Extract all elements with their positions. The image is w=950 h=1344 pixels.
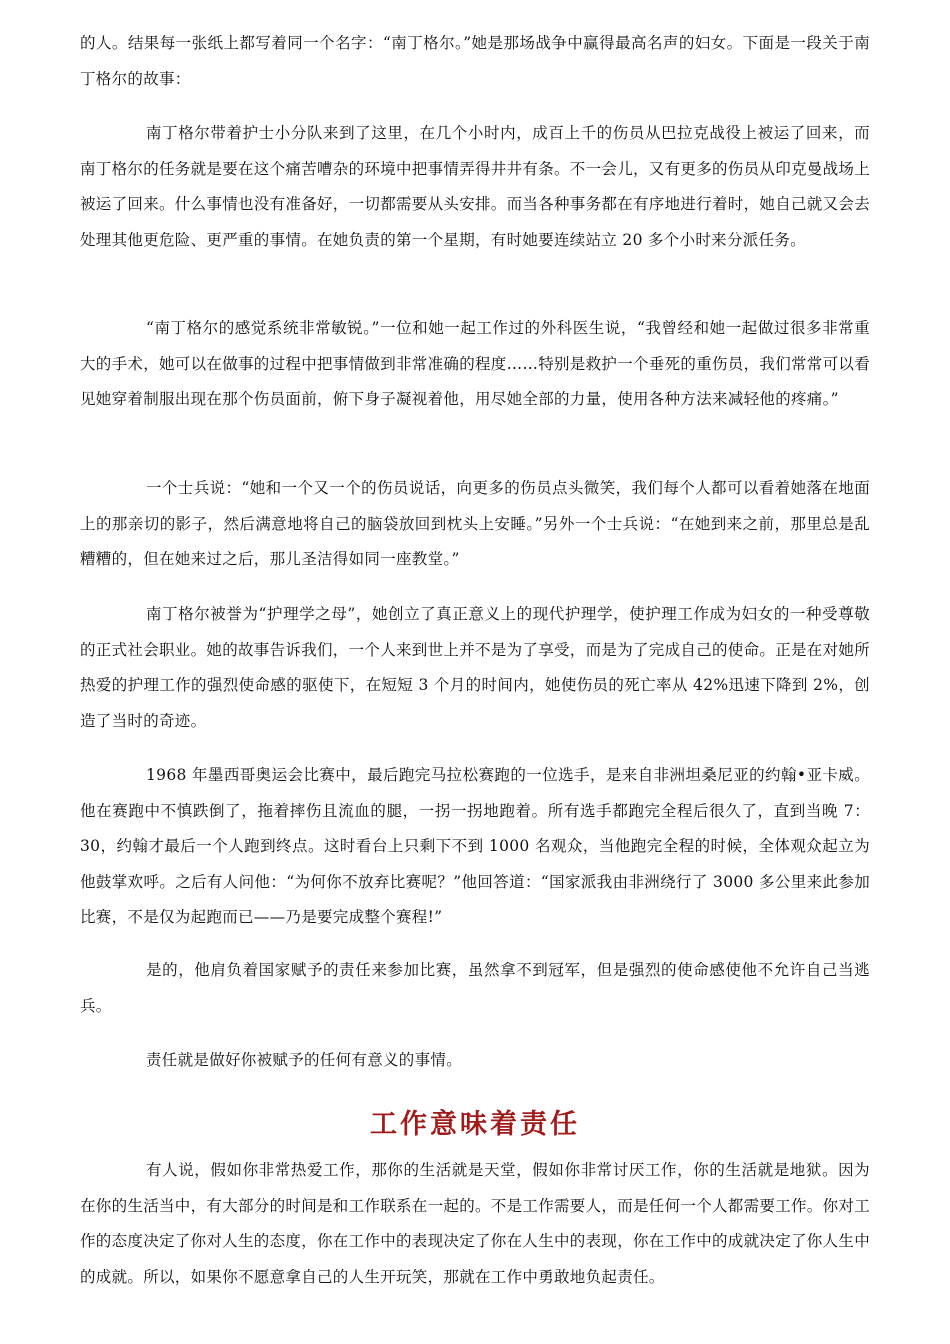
paragraph-marathon-story: 1968 年墨西哥奥运会比赛中，最后跑完马拉松赛跑的一位选手，是来自非洲坦桑尼亚的约翰•亚卡威。他在赛跑中不慎跌倒了，拖着摔伤且流血的腿，一拐一拐地跑着。所有选手都跑完全程后很久了，直到当晚 7：30，约翰才最后一个人跑到终点。这时看台上只剩下不到 1000 名观众，当他跑完全程的时候，全体观众起立为他鼓掌欢呼。之后有人问他：“为何你不放弃比赛呢？”他回答道：“国家派我由非洲绕行了 3000 多公里来此参加比赛，不是仅为起跑而已——乃是要完成整个赛程!” [80,766,870,926]
paragraph-mother-of-nursing: 南丁格尔被誉为“护理学之母”，她创立了真正意义上的现代护理学，使护理工作成为妇女的一种受尊敬的正式社会职业。她的故事告诉我们，一个人来到世上并不是为了享受，而是为了完成自己的使命。正是在对她所热爱的护理工作的强烈使命感的驱使下，在短短 3 个月的时间内，她使伤员的死亡率从 42%迅速下降到 2%，创造了当时的奇迹。 [80,605,871,730]
section-heading: 工作意味着责任 [370,1109,580,1140]
paragraph-surgeon-quote: “南丁格尔的感觉系统非常敏锐。”一位和她一起工作过的外科医生说，“我曾经和她一起做过很多非常重大的手术，她可以在做事的过程中把事情做到非常准确的程度……特别是救护一个垂死的重伤员，我们常常可以看见她穿着制服出现在那个伤员面前，俯下身子凝视着他，用尽她全部的力量，使用各种方法来减轻他的疼痛。” [80,319,871,408]
paragraph-responsibility-definition: 责任就是做好你被赋予的任何有意义的事情。 [146,1051,463,1069]
paragraph-work-and-life: 有人说，假如你非常热爱工作，那你的生活就是天堂，假如你非常讨厌工作，你的生活就是地狱。因为在你的生活当中，有大部分的时间是和工作联系在一起的。不是工作需要人，而是任何一个人都需要工作。你对工作的态度决定了你对人生的态度，你在工作中的表现决定了你在人生中的表现，你在工作中的成就决定了你人生中的成就。所以，如果你不愿意拿自己的人生开玩笑，那就在工作中勇敢地负起责任。 [80,1161,871,1286]
paragraph-soldier-quote: 一个士兵说：“她和一个又一个的伤员说话，向更多的伤员点头微笑，我们每个人都可以看着她落在地面上的那亲切的影子，然后满意地将自己的脑袋放回到枕头上安睡。”另外一个士兵说：“在她到来之前，那里总是乱糟糟的，但在她来过之后，那儿圣洁得如同一座教堂。” [80,479,870,568]
paragraph-nightingale-arrival: 南丁格尔带着护士小分队来到了这里，在几个小时内，成百上千的伤员从巴拉克战役上被运了回来，而南丁格尔的任务就是要在这个痛苦嘈杂的环境中把事情弄得井井有条。不一会儿，又有更多的伤员从印克曼战场上被运了回来。什么事情也没有准备好，一切都需要从头安排。而当各种事务都在有序地进行着时，她自己就又会去处理其他更危险、更严重的事情。在她负责的第一个星期，有时她要连续站立 20 多个小时来分派任务。 [80,124,871,249]
paragraph-sense-of-mission: 是的，他肩负着国家赋予的责任来参加比赛，虽然拿不到冠军，但是强烈的使命感使他不允许自己当逃兵。 [80,961,870,1015]
paragraph-continuation: 的人。结果每一张纸上都写着同一个名字：“南丁格尔。”她是那场战争中赢得最高名声的妇女。下面是一段关于南丁格尔的故事： [80,34,870,88]
